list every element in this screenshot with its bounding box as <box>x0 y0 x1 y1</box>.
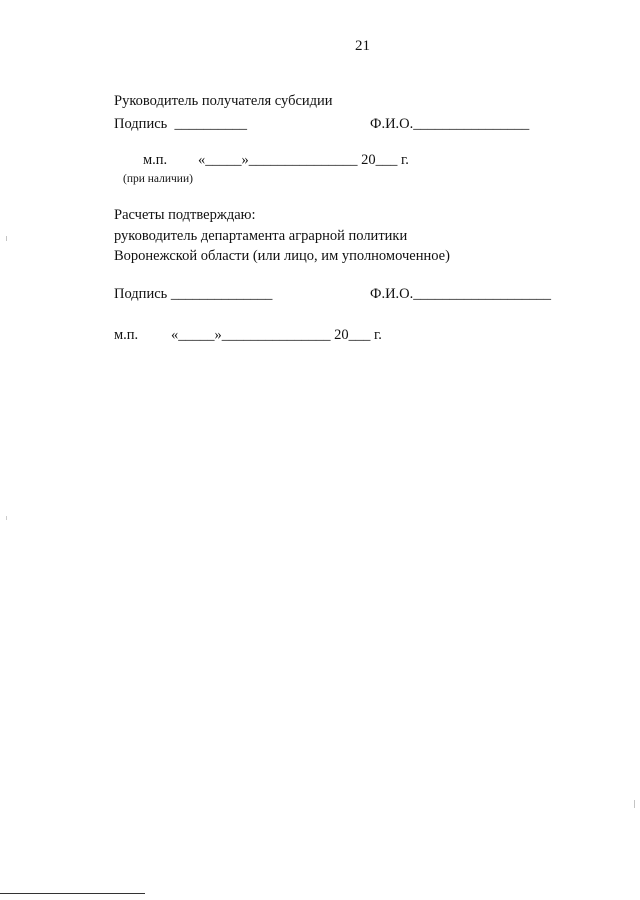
scan-speck <box>6 516 7 520</box>
recipient-head-heading: Руководитель получателя субсидии <box>114 93 333 109</box>
recipient-date-line: «_____»_______________ 20___ г. <box>198 152 409 168</box>
recipient-signature-line: Подпись __________ <box>114 116 247 132</box>
department-date-line: «_____»_______________ 20___ г. <box>171 327 382 343</box>
recipient-stamp-note: (при наличии) <box>123 173 193 185</box>
bottom-edge-rule <box>0 893 145 894</box>
scan-speck <box>6 236 7 241</box>
recipient-stamp-label: м.п. <box>143 152 168 168</box>
page-number: 21 <box>355 38 370 54</box>
confirm-line-1: Расчеты подтверждаю: <box>114 207 256 223</box>
confirm-line-2: руководитель департамента аграрной политики <box>114 228 408 244</box>
scan-speck <box>634 800 635 808</box>
department-stamp-label: м.п. <box>114 327 139 343</box>
department-fio-line: Ф.И.О.___________________ <box>370 286 552 302</box>
department-signature-line: Подпись ______________ <box>114 286 273 302</box>
recipient-fio-line: Ф.И.О.________________ <box>370 116 530 132</box>
confirm-line-3: Воронежской области (или лицо, им уполномоченное) <box>114 248 450 264</box>
